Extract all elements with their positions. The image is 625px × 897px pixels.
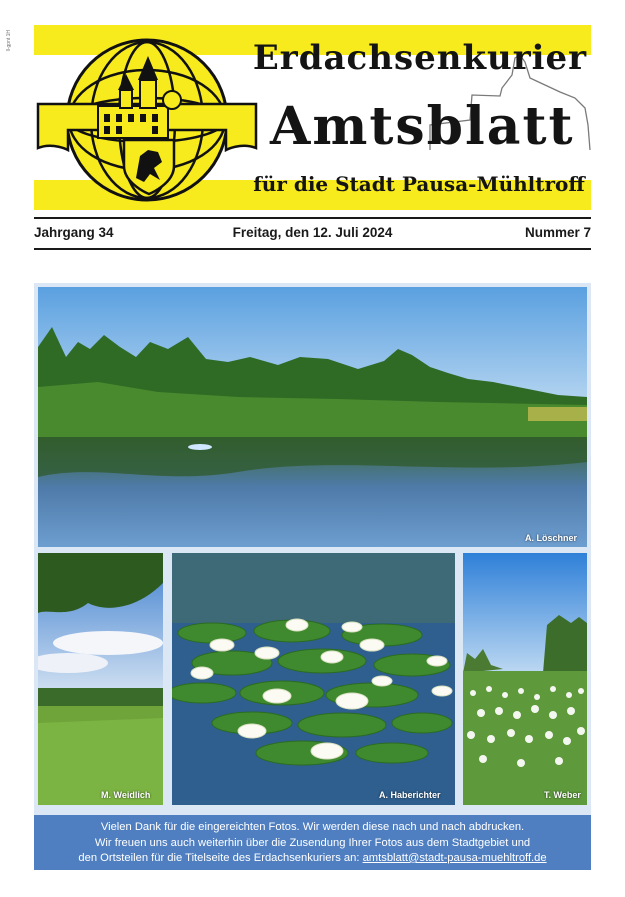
banner-line-3	[34, 851, 591, 867]
daisy-photo-credit: T. Weber	[544, 790, 581, 800]
banner-line-2: Wir freuen uns auch weiterhin über die Zusendung Ihrer Fotos aus dem Stadtgebiet und	[94, 836, 531, 849]
title-amtsblatt: Amtsblatt	[270, 96, 575, 157]
lake-photo	[38, 287, 587, 547]
title-erdachsenkurier: Erdachsenkurier	[252, 38, 588, 78]
issue-rule-top	[34, 217, 591, 219]
meadow-photo-credit: M. Weidlich	[101, 790, 151, 800]
masthead-subtitle: für die Stadt Pausa-Mühltroff	[253, 172, 585, 196]
banner-line-3-text: den Ortsteilen für die Titelseite des Erdachsenkuriers an:	[78, 852, 360, 864]
lake-photo-credit: A. Löschner	[524, 533, 577, 543]
daisy-photo	[463, 553, 587, 805]
issue-rule-bottom	[34, 248, 591, 250]
meadow-photo	[38, 553, 163, 805]
side-note: ll-gpnt 1H	[6, 30, 12, 52]
waterlily-photo-credit: A. Haberichter	[379, 790, 441, 800]
waterlily-photo	[172, 553, 455, 805]
issue-date: Freitag, den 12. Juli 2024	[232, 225, 393, 240]
banner-line-1: Vielen Dank für die eingereichten Fotos. Wir werden diese nach und nach abdrucken.	[100, 821, 525, 833]
issue-number: Nummer 7	[524, 225, 591, 240]
banner-email-link[interactable]: amtsblatt@stadt-pausa-muehltroff.de	[362, 852, 547, 864]
photo-collage	[34, 283, 591, 870]
emblem-logo	[36, 38, 258, 203]
photo-submission-banner	[34, 815, 591, 870]
issue-volume: Jahrgang 34	[34, 225, 114, 240]
